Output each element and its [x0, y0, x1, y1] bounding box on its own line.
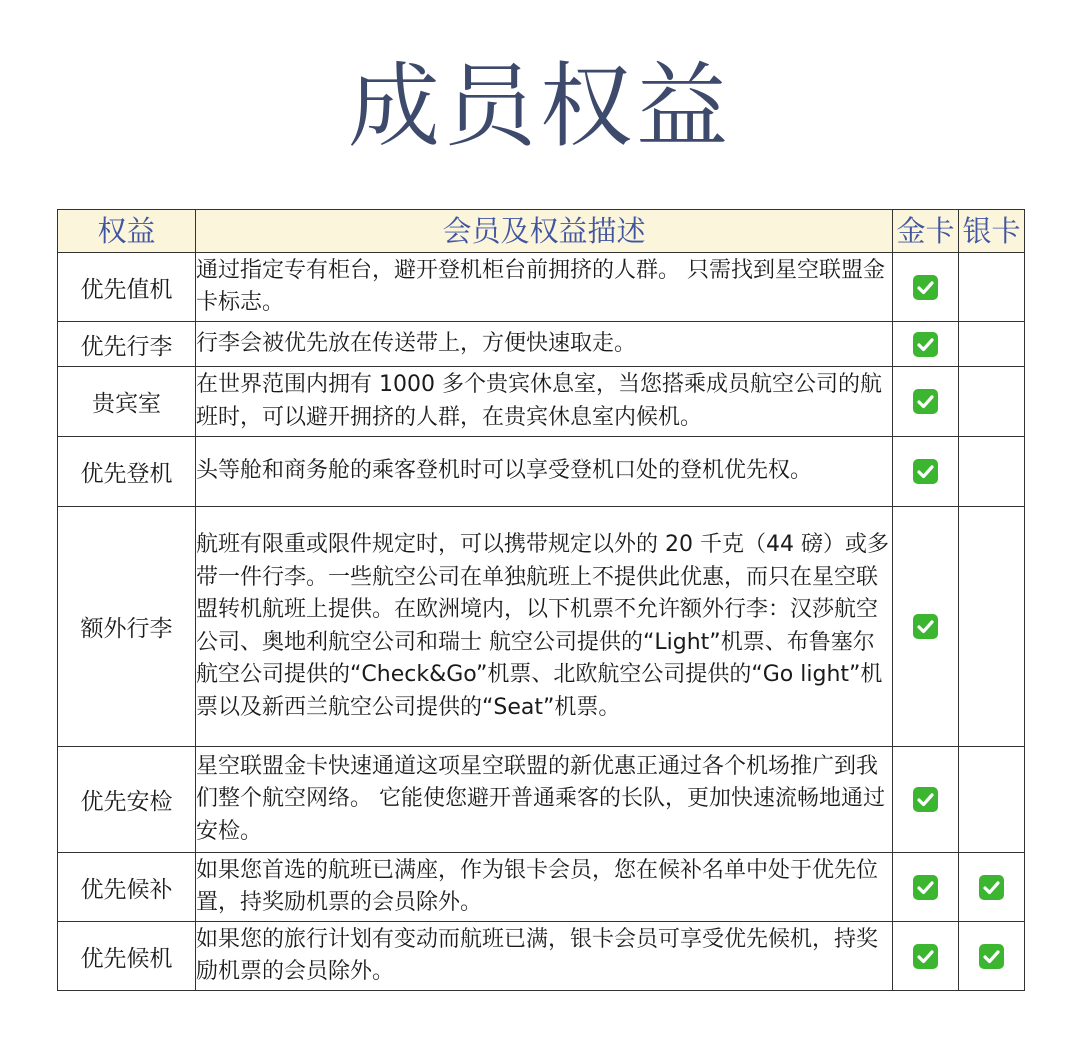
table-row — [58, 507, 1025, 747]
header-silver: 银卡 — [959, 210, 1025, 253]
benefit-description: 如果您的旅行计划有变动而航班已满，银卡会员可享受优先候机，持奖励机票的会员除外。 — [196, 922, 893, 991]
benefits-table — [57, 209, 1025, 991]
silver-cell — [959, 507, 1025, 747]
benefit-name: 优先候补 — [58, 853, 196, 922]
gold-cell — [893, 747, 959, 853]
benefit-description: 航班有限重或限件规定时，可以携带规定以外的 20 千克（44 磅）或多带一件行李。一些航空公司在单独航班上不提供此优惠，而只在星空联盟转机航班上提供。在欧洲境内，以下机票不允许额外行李：汉莎航空公司、奥地利航空公司和瑞士 航空公司提供的“Light”机票、布鲁塞尔航空公司提供的“Check&Go”机票、北欧航空公司提供的“Go light”机票以及新西兰航空公司提供的“Seat”机票。 — [196, 507, 893, 747]
silver-cell — [959, 253, 1025, 322]
check-mark-icon — [913, 875, 938, 900]
check-mark-icon — [913, 459, 938, 484]
silver-cell — [959, 747, 1025, 853]
gold-cell — [893, 853, 959, 922]
benefit-description: 在世界范围内拥有 1000 多个贵宾休息室，当您搭乘成员航空公司的航班时，可以避开拥挤的人群，在贵宾休息室内候机。 — [196, 367, 893, 437]
header-gold: 金卡 — [893, 210, 959, 253]
table-row — [58, 367, 1025, 437]
table-row — [58, 437, 1025, 507]
gold-cell — [893, 367, 959, 437]
table-header-row — [58, 210, 1025, 253]
benefit-name: 额外行李 — [58, 507, 196, 747]
benefit-name: 优先登机 — [58, 437, 196, 507]
page-title: 成员权益 — [347, 53, 732, 160]
table-row — [58, 853, 1025, 922]
check-mark-icon — [913, 275, 938, 300]
header-description: 会员及权益描述 — [196, 210, 893, 253]
gold-cell — [893, 507, 959, 747]
check-mark-icon — [979, 875, 1004, 900]
check-mark-icon — [913, 614, 938, 639]
silver-cell — [959, 922, 1025, 991]
benefit-name: 优先安检 — [58, 747, 196, 853]
benefit-description: 星空联盟金卡快速通道这项星空联盟的新优惠正通过各个机场推广到我们整个航空网络。 它能使您避开普通乘客的长队，更加快速流畅地通过安检。 — [196, 747, 893, 853]
check-mark-icon — [979, 944, 1004, 969]
benefit-name: 优先值机 — [58, 253, 196, 322]
table-row — [58, 253, 1025, 322]
benefit-name: 优先候机 — [58, 922, 196, 991]
silver-cell — [959, 322, 1025, 367]
check-mark-icon — [913, 332, 938, 357]
check-mark-icon — [913, 389, 938, 414]
benefit-name: 贵宾室 — [58, 367, 196, 437]
check-mark-icon — [913, 944, 938, 969]
table-row — [58, 922, 1025, 991]
check-mark-icon — [913, 787, 938, 812]
benefit-description: 头等舱和商务舱的乘客登机时可以享受登机口处的登机优先权。 — [196, 437, 893, 507]
table-row — [58, 322, 1025, 367]
benefit-description: 通过指定专有柜台，避开登机柜台前拥挤的人群。 只需找到星空联盟金卡标志。 — [196, 253, 893, 322]
silver-cell — [959, 853, 1025, 922]
header-benefit: 权益 — [58, 210, 196, 253]
benefit-description: 如果您首选的航班已满座，作为银卡会员，您在候补名单中处于优先位置，持奖励机票的会员除外。 — [196, 853, 893, 922]
silver-cell — [959, 437, 1025, 507]
silver-cell — [959, 367, 1025, 437]
gold-cell — [893, 253, 959, 322]
gold-cell — [893, 322, 959, 367]
gold-cell — [893, 922, 959, 991]
gold-cell — [893, 437, 959, 507]
benefit-name: 优先行李 — [58, 322, 196, 367]
benefit-description: 行李会被优先放在传送带上，方便快速取走。 — [196, 322, 893, 367]
table-row — [58, 747, 1025, 853]
